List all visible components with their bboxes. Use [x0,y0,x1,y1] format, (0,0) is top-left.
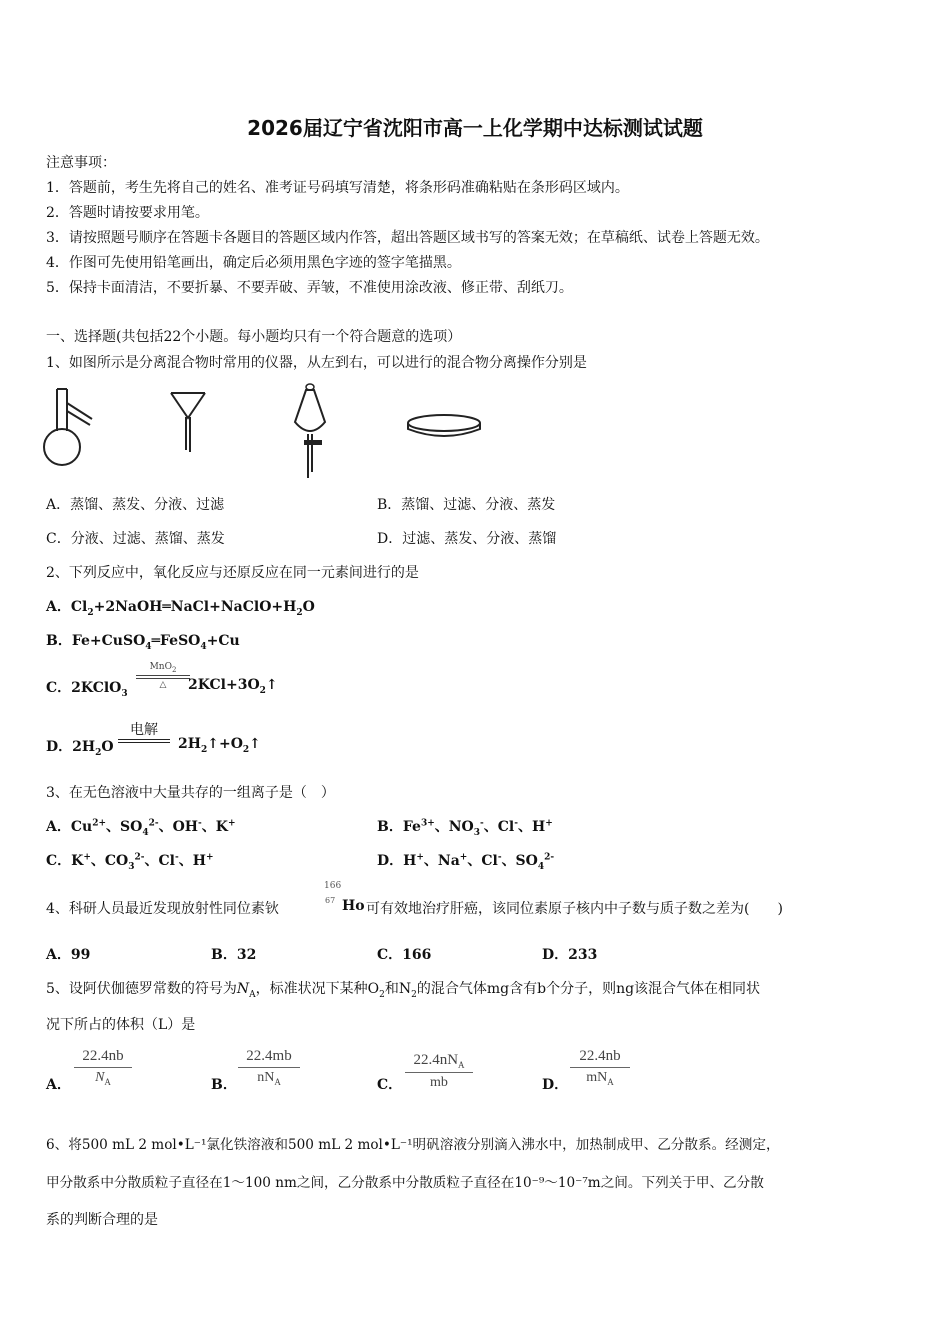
notice-item-4: 4．作图可先使用铅笔画出，确定后必须用黑色字迹的签字笔描黑。 [46,255,461,271]
q4-option-d[interactable]: D．233 [542,947,598,963]
q3-b-t1: Fe [402,819,421,835]
q5-option-a-fraction[interactable] [74,1048,132,1087]
q2-d-right: 2H [178,736,201,752]
q3-option-a[interactable] [46,816,236,838]
q3-c-b2: 3 [128,861,135,872]
q6-line1: 6、将500 mL 2 mol•L⁻¹氯化铁溶液和500 mL 2 mol•L⁻¹明矾溶液分别滴入沸水中，加热制成甲、乙分散系。经测定， [46,1137,780,1153]
q3-d-s4: 2- [544,852,555,863]
notice-item-5: 5．保持卡面清洁，不要折暴、不要弄破、弄皱，不准使用涂改液、修正带、刮纸刀。 [46,280,573,296]
q2-d-right2: ↑+O [207,736,243,752]
section-heading: 一、选择题(共包括22个小题。每小题均只有一个符合题意的选项） [46,329,462,345]
q2-a-s2: 2 [296,607,303,618]
q2-option-a[interactable] [46,596,315,618]
q3-b-s4: + [545,818,553,829]
q1-option-c[interactable]: C．分液、过滤、蒸馏、蒸发 [46,531,225,547]
q3-b-s1: 3+ [420,818,435,829]
q2-d-left2: O [101,739,114,755]
q3-b-s3: - [514,818,518,829]
q2-d-left: 2H [72,739,96,755]
q3-c-label: C． [46,853,72,869]
q2-b-s1: 4 [145,641,152,652]
q5-l1-mid: ，标准状况下某种O [255,981,380,997]
q5-b-num: 22.4mb [246,1048,292,1064]
q3-a-s3: - [198,818,202,829]
q3-b-label: B． [377,819,403,835]
notice-item-3: 3．请按照题号顺序在答题卡各题目的答题区域内作答，超出答题区域书写的答案无效；在草稿纸、试卷上答题无效。 [46,230,769,246]
q2-d-products [178,736,261,755]
q5-n2-sub: 2 [411,989,417,1000]
q2-d-s2: 2 [200,744,208,755]
q3-b-t4: 、H [517,819,546,835]
q2-a-t3: O [302,599,315,615]
q3-c-t1: K [71,853,84,869]
q3-d-s2: + [459,852,468,863]
q2-c-label: C． [46,680,72,696]
q4-option-b[interactable]: B．32 [211,947,257,963]
q3-c-s4: + [205,852,214,863]
q5-l1-pre: 5、设阿伏伽德罗常数的符号为 [46,981,237,997]
q2-option-c[interactable] [46,677,128,699]
separatory-funnel-icon [290,382,330,480]
q3-d-t1: H [403,853,417,869]
q3-d-t3: 、Cl [467,853,498,869]
q5-d-num: 22.4nb [579,1048,621,1064]
notice-item-1: 1．答题前，考生先将自己的姓名、准考证号码填写清楚，将条形码准确粘贴在条形码区域内。 [46,180,629,196]
q2-a-t2: +2NaOH═NaCl+NaClO+H [93,599,297,615]
q2-b-t3: +Cu [206,633,240,649]
evaporating-dish-icon [404,410,484,446]
q3-stem: 3、在无色溶液中大量共存的一组离子是（ ） [46,785,335,801]
q5-option-d-label[interactable]: D． [542,1077,569,1093]
page-title: 2026届辽宁省沈阳市高一上化学期中达标测试试题 [247,116,703,140]
q3-c-t3: 、Cl [144,853,175,869]
q2-option-b[interactable] [46,630,240,652]
q3-a-t3: 、OH [158,819,199,835]
q3-a-b2: 4 [142,827,149,838]
q5-c-num-sub: A [458,1060,465,1070]
q2-d-s3: 2 [242,744,250,755]
q3-option-c[interactable] [46,850,213,872]
q2-c-arrow: ↑ [265,677,278,693]
q5-c-num: 22.4nN [413,1052,459,1068]
q4-stem-pre: 4、科研人员最近发现放射性同位素钬 [46,901,279,917]
q4-mass-number: 166 [324,881,342,891]
q1-option-a[interactable]: A．蒸馏、蒸发、分液、过滤 [46,497,225,513]
q3-a-label: A． [46,819,71,835]
q2-a-label: A． [46,599,71,615]
q3-option-d[interactable] [377,850,554,872]
q2-c-s1: 3 [121,688,128,699]
q2-c-right: 2KCl+3O [188,677,260,693]
q2-a-s1: 2 [87,607,94,618]
q5-b-den: nN [257,1070,275,1085]
q5-a-den: N [95,1070,105,1085]
q3-b-b2: 3 [473,827,481,838]
q5-option-c-label[interactable]: C． [377,1077,403,1093]
q2-stem: 2、下列反应中，氧化反应与还原反应在同一元素间进行的是 [46,565,419,581]
q2-c-condition [136,662,190,690]
q5-l1-mid2: 和N [384,981,412,997]
q5-o2-sub: 2 [379,989,385,1000]
q1-option-d[interactable]: D．过滤、蒸发、分液、蒸馏 [377,531,557,547]
q3-a-t2: 、SO [106,819,143,835]
q4-atomic-number: 67 [325,896,336,905]
q3-d-s1: + [416,852,424,863]
q3-option-b[interactable] [377,816,553,838]
q3-a-s2: 2- [148,818,159,829]
q4-option-c[interactable]: C．166 [377,947,432,963]
q2-c-left: 2KClO [71,680,122,696]
q3-b-t3: 、Cl [483,819,515,835]
q5-line1 [46,978,760,1000]
q1-stem: 1、如图所示是分离混合物时常用的仪器，从左到右，可以进行的混合物分离操作分别是 [46,355,587,371]
q3-c-s2: 2- [134,852,145,863]
distillation-flask-icon [40,385,100,475]
q1-option-b[interactable]: B．蒸馏、过滤、分液、蒸发 [377,497,556,513]
q6-line2: 甲分散系中分散质粒子直径在1～100 nm之间，乙分散系中分散质粒子直径在10⁻⁹～10⁻⁷m之间。下列关于甲、乙分散 [46,1175,764,1191]
q2-d-electrolysis: 电解 [130,722,158,738]
q3-b-s2: - [480,818,484,829]
q5-option-b-fraction[interactable] [238,1048,300,1087]
q3-c-s3: - [174,852,179,863]
q5-d-den-sub: A [607,1076,614,1087]
q2-c-catalyst: MnO [149,662,172,672]
q2-b-label: B． [46,633,72,649]
q3-a-s1: 2+ [92,818,107,829]
q2-a-t1: Cl [70,599,88,615]
notice-heading: 注意事项： [46,155,116,171]
q3-d-b4: 4 [537,861,545,872]
q3-d-label: D． [377,853,404,869]
q2-c-heat: △ [159,679,167,690]
q4-symbol: Ho [342,898,365,914]
funnel-icon [168,390,208,455]
q2-b-t1: Fe+CuSO [71,633,146,649]
q5-l1-post: 的混合气体mg含有b个分子，则ng该混合气体在相同状 [416,981,761,997]
q3-c-s1: + [83,852,91,863]
q2-b-s2: 4 [200,641,207,652]
q2-c-s2: 2 [259,685,266,696]
q3-d-t4: 、SO [501,853,538,869]
q3-b-t2: 、NO [434,819,474,835]
q3-c-t2: 、CO [90,853,129,869]
q2-d-arrow: ↑ [249,736,261,752]
q3-a-t4: 、K [201,819,228,835]
q4-stem-post: 可有效地治疗肝癌，该同位素原子核内中子数与质子数之差为( ) [366,901,783,917]
notice-item-2: 2．答题时请按要求用笔。 [46,205,209,221]
q5-a-den-sub: A [104,1076,111,1087]
q5-b-den-sub: A [274,1076,281,1087]
q5-c-den: mb [430,1075,448,1090]
q2-b-t2: ═FeSO [151,633,201,649]
q2-d-s1: 2 [95,747,102,758]
q5-na: N [236,981,250,997]
q3-c-t4: 、H [178,853,206,869]
q5-line2: 况下所占的体积（L）是 [46,1017,196,1033]
q2-c-catalyst-sub: 2 [171,665,177,674]
q6-line3: 系的判断合理的是 [46,1212,158,1228]
q5-option-a-label[interactable]: A． [46,1077,71,1093]
q5-d-den: mN [586,1070,608,1085]
q5-option-d-fraction[interactable] [570,1048,630,1087]
q5-a-num: 22.4nb [82,1048,124,1064]
q2-option-d[interactable] [46,736,114,758]
q3-a-t1: Cu [70,819,93,835]
q3-d-s3: - [497,852,502,863]
q2-c-products [188,677,278,696]
q5-option-b-label[interactable]: B． [211,1077,237,1093]
q2-d-condition [118,719,170,743]
q5-na-sub: A [249,989,256,1000]
q3-a-s4: + [227,818,236,829]
q5-option-c-fraction[interactable] [405,1052,473,1091]
q2-d-label: D． [46,739,73,755]
q4-option-a[interactable]: A．99 [46,947,91,963]
q3-d-t2: 、Na [423,853,460,869]
